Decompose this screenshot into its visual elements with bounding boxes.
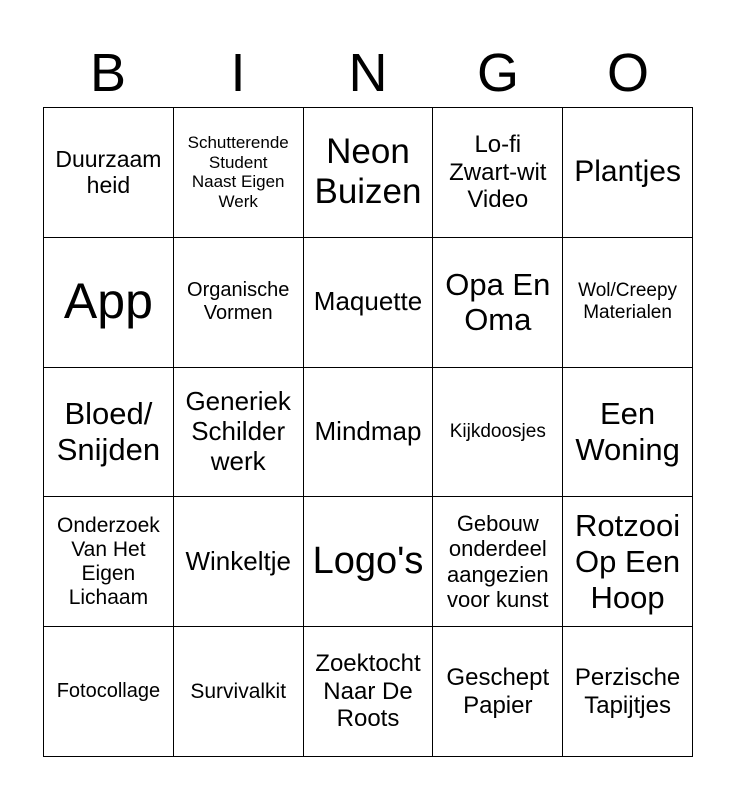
bingo-cell[interactable]: Perzische Tapijtjes — [563, 627, 693, 757]
bingo-cell[interactable]: Zoektocht Naar De Roots — [304, 627, 434, 757]
bingo-cell[interactable]: App — [44, 238, 174, 368]
bingo-cell[interactable]: Wol/Creepy Materialen — [563, 238, 693, 368]
header-letter-n: N — [348, 43, 388, 103]
bingo-cell[interactable]: Duurzaam heid — [44, 108, 174, 238]
bingo-cell[interactable]: Kijkdoosjes — [433, 368, 563, 498]
bingo-cell[interactable]: Bloed/ Snijden — [44, 368, 174, 498]
bingo-cell[interactable]: Logo's — [304, 497, 434, 627]
bingo-cell[interactable]: Onderzoek Van Het Eigen Lichaam — [44, 497, 174, 627]
bingo-cell[interactable]: Maquette — [304, 238, 434, 368]
bingo-cell[interactable]: Gebouw onderdeel aangezien voor kunst — [433, 497, 563, 627]
bingo-cell[interactable]: Fotocollage — [44, 627, 174, 757]
bingo-cell[interactable]: Organische Vormen — [174, 238, 304, 368]
bingo-cell[interactable]: Een Woning — [563, 368, 693, 498]
bingo-header — [43, 40, 693, 106]
bingo-grid — [43, 107, 693, 757]
header-letter-g: G — [476, 43, 519, 103]
header-letter-b: B — [89, 43, 127, 103]
bingo-cell[interactable]: Neon Buizen — [304, 108, 434, 238]
bingo-cell[interactable]: Rotzooi Op Een Hoop — [563, 497, 693, 627]
header-letter-i: I — [230, 43, 246, 103]
bingo-cell[interactable]: Opa En Oma — [433, 238, 563, 368]
bingo-cell[interactable]: Winkeltje — [174, 497, 304, 627]
bingo-cell[interactable]: Plantjes — [563, 108, 693, 238]
bingo-cell[interactable]: Lo-fi Zwart-wit Video — [433, 108, 563, 238]
bingo-cell[interactable]: Survivalkit — [174, 627, 304, 757]
header-letter-o: O — [606, 43, 649, 103]
bingo-cell[interactable]: Generiek Schilder werk — [174, 368, 304, 498]
bingo-cell[interactable]: Schutterende Student Naast Eigen Werk — [174, 108, 304, 238]
bingo-cell[interactable]: Mindmap — [304, 368, 434, 498]
bingo-cell[interactable]: Geschept Papier — [433, 627, 563, 757]
